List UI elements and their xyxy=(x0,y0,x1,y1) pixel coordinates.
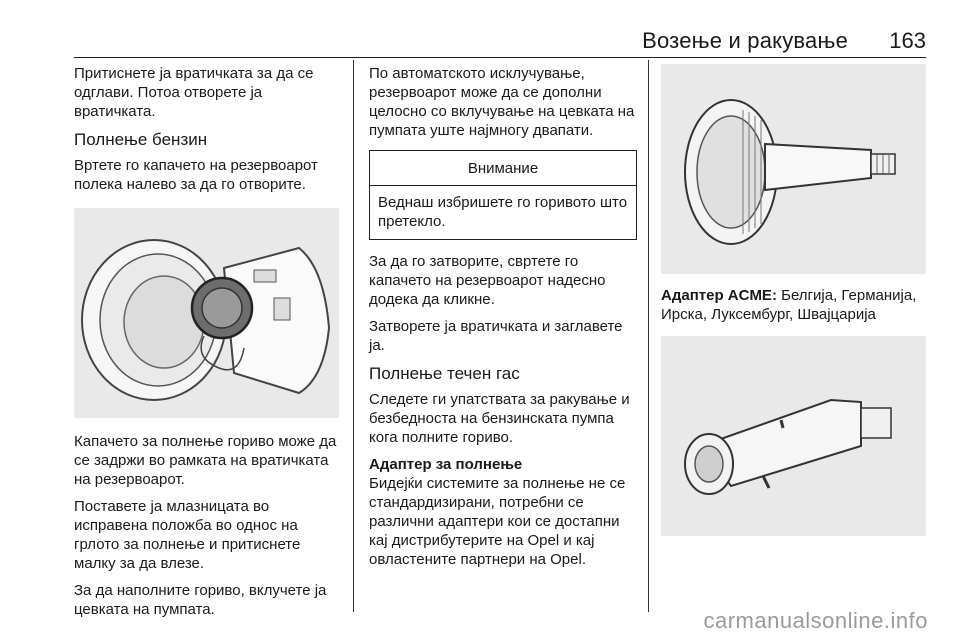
paragraph: Поставете ја млазницата во исправена положба во однос на грлото за полнење и притиснете малку за да влезе. xyxy=(74,498,301,572)
paragraph: Вртете го капачето на резервоарот полека налево за да го отворите. xyxy=(74,157,318,193)
paragraph: Следете ги упатствата за ракување и безбедноста на бензинската пумпа кога полните гориво. xyxy=(369,391,630,446)
acme-adapter-icon xyxy=(661,64,926,274)
subheading-adapter: Адаптер за полнење xyxy=(369,456,523,473)
heading-petrol: Полнење бензин xyxy=(74,130,208,149)
right-column xyxy=(661,64,927,536)
column-divider-right xyxy=(648,60,649,612)
warning-box xyxy=(369,150,637,240)
page-header xyxy=(74,26,926,58)
watermark: carmanualsonline.info xyxy=(703,608,928,633)
section-title: Возење и ракување xyxy=(642,28,848,53)
bayonet-adapter-illustration xyxy=(661,336,926,536)
caption-label: Адаптер ACME: xyxy=(661,287,777,304)
paragraph: По автоматското исклучување, резервоарот може да се дополни целосно со вклучување на цевката на пумпата уште најмногу двапати. xyxy=(369,65,635,139)
left-column xyxy=(74,64,342,627)
warning-body: Веднаш избришете го горивото што претекло. xyxy=(378,194,628,230)
paragraph: Затворете ја вратичката и заглавете ја. xyxy=(369,318,623,354)
paragraph: Бидејќи системите за полнење не се стандардизирани, потребни се различни адаптери кои се достапни кај дистрибутерите на Opel и кај овластените партнери на Opel. xyxy=(369,475,626,568)
middle-column xyxy=(369,64,637,577)
page-number: 163 xyxy=(889,28,926,53)
paragraph: Капачето за полнење гориво може да се задржи во рамката на вратичката на резервоарот. xyxy=(74,433,337,488)
paragraph: За да наполните гориво, вклучете ја цевката на пумпата. xyxy=(74,582,327,618)
acme-adapter-illustration xyxy=(661,64,926,274)
header-rule xyxy=(74,57,926,59)
paragraph: За да го затворите, свртете го капачето на резервоарот надесно додека да кликне. xyxy=(369,253,606,308)
heading-lpg: Полнење течен гас xyxy=(369,364,520,383)
caption-text: Белгија, Германија, Ирска, Луксембург, Швајцарија xyxy=(661,287,917,323)
fuel-filler-door-icon xyxy=(74,208,339,418)
fuel-cap-illustration xyxy=(74,208,339,418)
column-divider-left xyxy=(353,60,354,612)
warning-title: Внимание xyxy=(370,151,636,186)
caption-acme xyxy=(661,286,927,324)
paragraph: Притиснете ја вратичката за да се одглави. Потоа отворете ја вратичката. xyxy=(74,65,314,120)
bayonet-adapter-icon xyxy=(661,336,926,536)
